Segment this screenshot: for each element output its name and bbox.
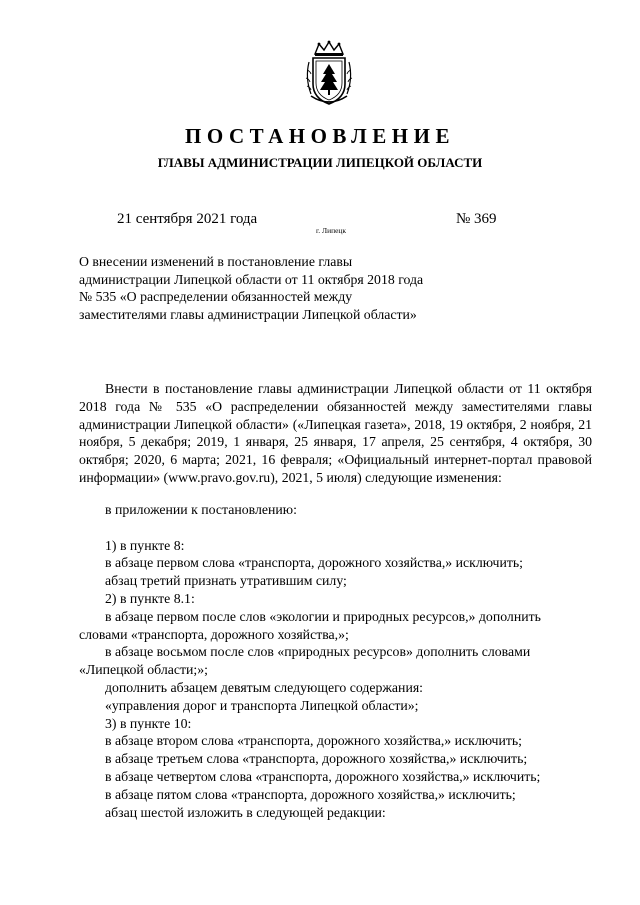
coat-of-arms-icon: [301, 40, 357, 108]
document-title: ПОСТАНОВЛЕНИЕ: [185, 124, 455, 148]
body-line: в абзаце пятом слова «транспорта, дорожного хозяйства,» исключить;: [105, 786, 516, 802]
document-body: [79, 380, 592, 821]
document-place: г. Липецк: [316, 226, 347, 235]
document-subject: О внесении изменений в постановление главы администрации Липецкой области от 11 октября 2018 года № 535 «О распределении обязанностей между заместителями главы администрации Липецкой области»: [79, 254, 424, 322]
body-line: в абзаце первом после слов «экологии и природных ресурсов,» дополнить: [105, 608, 541, 624]
body-line: 1) в пункте 8:: [105, 537, 185, 553]
body-line: абзац третий признать утратившим силу;: [105, 573, 347, 589]
document-date: 21 сентября 2021 года: [117, 211, 258, 227]
body-line: дополнить абзацем девятым следующего содержания:: [105, 679, 424, 695]
document-number: № 369: [456, 211, 497, 227]
appendix-line: в приложении к постановлению:: [105, 501, 297, 517]
body-line: в абзаце восьмом после слов «природных ресурсов» дополнить словами: [105, 644, 531, 660]
body-line: в абзаце четвертом слова «транспорта, дорожного хозяйства,» исключить;: [105, 768, 541, 784]
body-line: 3) в пункте 10:: [105, 715, 192, 731]
body-line: «Липецкой области;»;: [79, 662, 208, 678]
body-line: «управления дорог и транспорта Липецкой области»;: [105, 697, 419, 713]
body-line: в абзаце третьем слова «транспорта, дорожного хозяйства,» исключить;: [105, 751, 528, 767]
document-subtitle: ГЛАВЫ АДМИНИСТРАЦИИ ЛИПЕЦКОЙ ОБЛАСТИ: [157, 155, 483, 170]
body-line: 2) в пункте 8.1:: [105, 590, 195, 606]
body-line: в абзаце первом слова «транспорта, дорожного хозяйства,» исключить;: [105, 555, 523, 571]
body-line: в абзаце втором слова «транспорта, дорожного хозяйства,» исключить;: [105, 733, 522, 749]
body-line: абзац шестой изложить в следующей редакции:: [105, 804, 386, 820]
intro-paragraph: Внести в постановление главы администрации Липецкой области от 11 октября 2018 года № 535 «О распределении обязанностей между заместителями главы администрации Липецкой области» («Липецкая газета», 2018, 19 октября, 2 ноября, 21 ноября, 5 декабря; 2019, 1 января, 25 января, 17 апреля, 25 сентября, 4 октября, 30 октября; 2020, 6 марта; 2021, 16 февраля; «Официальный интернет-портал правовой информации» (www.pravo.gov.ru), 2021, 5 июля) следующие изменения:: [79, 381, 592, 485]
body-line: словами «транспорта, дорожного хозяйства,»;: [79, 626, 349, 642]
